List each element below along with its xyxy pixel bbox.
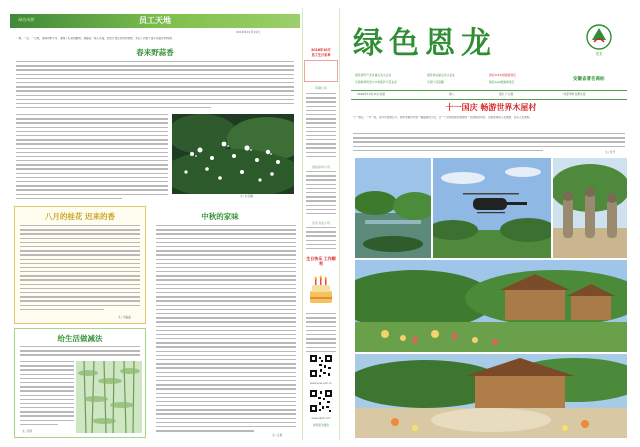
left-page: [10, 8, 300, 440]
article1-text-top: [16, 61, 294, 113]
qr-code-icon[interactable]: [309, 354, 333, 378]
free-label: （内部刊物 免费交流）: [561, 93, 588, 96]
birthday-cake-icon: [307, 273, 335, 307]
issue-date: 2016年10月15日出版: [357, 92, 386, 96]
page-date: 2016年10月15日: [236, 30, 261, 34]
masthead-title: 绿色恩龙: [353, 26, 497, 61]
middle-column: [302, 8, 340, 440]
lead-text: 一株、一丛、一山坡，绿绿的野小草，要嗅了轻香的翻晒，被揣着一抹人李漫，依然开放在田地和坡地，养活了我整个童年的美好的味道。: [16, 37, 175, 40]
statues-photo: [553, 158, 627, 258]
website-1[interactable]: www.sina.com.cn: [310, 382, 332, 385]
middle-notes: [306, 313, 336, 353]
article1-title: 春来野蒜香: [136, 48, 174, 57]
qr-code-2-icon[interactable]: [309, 389, 333, 413]
bamboo-photo: [76, 361, 142, 433]
wechat-label: 绿色恩龙微信: [313, 424, 329, 427]
headline-body: [353, 133, 625, 155]
resort-photo: [355, 354, 627, 438]
section2-label: 绿色彩印公司: [311, 165, 330, 169]
section3-names: [306, 227, 336, 253]
slogan-4: 全国林草防治与木材保护示范企业: [355, 80, 397, 84]
headline-author: 文 / 杜开: [605, 151, 616, 154]
issue-period: 第八: [449, 92, 455, 96]
headline-intro: 十一国庆，一年一度，而今年的国庆节，世界木屋村开展一番盛装的大会，让一个全新的绿色旅游线一位游客的同伴，让游客体验人生旅游、自家人民绿地。: [353, 116, 532, 119]
wooden-village-photo: [355, 260, 627, 352]
page-title: 员工天地: [139, 16, 171, 25]
article1-text-left: [16, 114, 168, 202]
birthday-month: 2016年10月: [311, 48, 331, 52]
section1-names: [306, 93, 336, 161]
article2-text: [20, 225, 140, 313]
article2-title: 八月的桂花 迟来的香: [44, 212, 116, 221]
slogan-1: 国家绿印产业化重点龙头企业: [355, 73, 392, 77]
trademark-label: 安徽省著名商标: [573, 77, 605, 82]
garlic-flower-photo: [172, 114, 294, 194]
masthead-rule: [351, 90, 627, 91]
article4-text-top: [20, 346, 140, 360]
lakeside-photo: [355, 158, 431, 258]
helicopter-photo: [433, 158, 551, 258]
birthday-title: 员工生日名单: [311, 53, 331, 57]
article3-author: 文 / 汪新: [272, 434, 283, 437]
headline: 十一国庆 畅游世界木屋村: [445, 103, 537, 112]
logo-label: 恩龙: [595, 52, 603, 56]
issue-total: 第九十七期: [499, 92, 513, 96]
slogan-3: 国家★★★级旅游景区: [489, 73, 517, 77]
section1-label: 印刷公司: [314, 86, 327, 90]
section2-names: [306, 171, 336, 217]
slogan-5: 全国十佳苗圃: [427, 80, 444, 84]
article4-text-left: [20, 361, 74, 427]
right-page: [341, 8, 631, 440]
birthday-greeting: 生日快乐 工作顺利: [306, 256, 336, 266]
article3-text: [156, 225, 296, 437]
article4-title: 给生活做减法: [57, 334, 103, 343]
article4-author: 文 / 殷泽: [22, 430, 33, 433]
birthday-box: [304, 60, 338, 82]
slogan-6: 国家AAA级旅游景区: [489, 80, 515, 84]
masthead-rule-2: [351, 99, 627, 100]
section3-label: 贝壳书业公司: [311, 221, 330, 225]
enlong-logo: [586, 24, 612, 50]
slogan-2: 国家林业重点龙头企业: [427, 73, 455, 77]
website-2[interactable]: www.ellyit.com: [311, 417, 331, 420]
header-left-label: 绿色出版: [18, 17, 34, 22]
article3-title: 中秋的家味: [201, 212, 239, 221]
article1-caption: 文 / 朴宏濂: [240, 195, 253, 198]
article2-author: 文 / 刘晶晶: [118, 316, 131, 319]
